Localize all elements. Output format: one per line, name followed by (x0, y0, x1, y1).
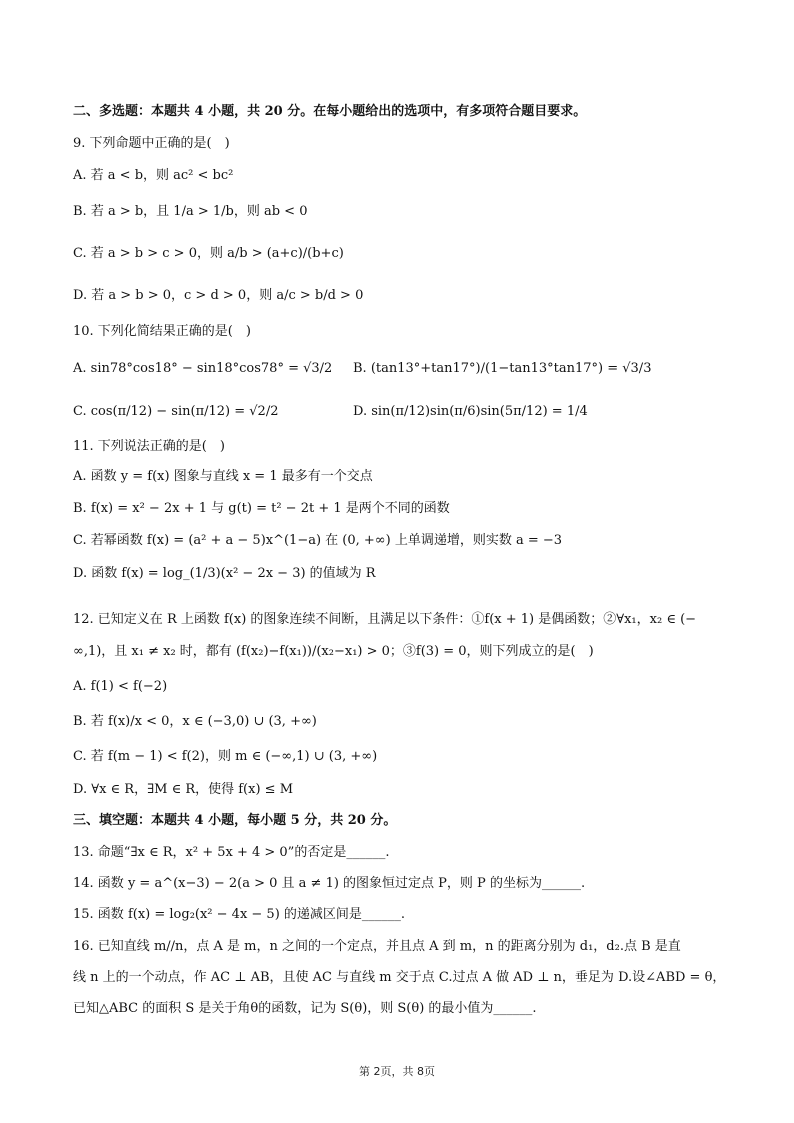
q9-option-d: D. 若 a > b > 0，c > d > 0，则 a/c > b/d > 0 (73, 288, 364, 303)
q16-line-2: 线 n 上的一个动点，作 AC ⊥ AB，且使 AC 与直线 m 交于点 C.过点 A 做 AD ⊥ n，垂足为 D.设∠ABD = θ， (73, 970, 726, 985)
page-footer: 第 2页，共 8页 (359, 1065, 435, 1078)
q10-option-b: B. (tan13°+tan17°)/(1−tan13°tan17°) = √3/3 (353, 361, 652, 376)
q12-option-a: A. f(1) < f(−2) (73, 679, 168, 694)
q16-line-3: 已知△ABC 的面积 S 是关于角θ的函数，记为 S(θ)，则 S(θ) 的最小值为______. (73, 1001, 537, 1016)
q9-option-a: A. 若 a < b，则 ac² < bc² (73, 168, 234, 183)
q12-option-d: D. ∀x ∈ R，∃M ∈ R，使得 f(x) ≤ M (73, 782, 294, 797)
q15-text: 15. 函数 f(x) = log₂(x² − 4x − 5) 的递减区间是______. (73, 907, 406, 922)
q14-text: 14. 函数 y = a^(x−3) − 2(a > 0 且 a ≠ 1) 的图象恒过定点 P，则 P 的坐标为______. (73, 876, 586, 891)
section-3-heading: 三、填空题：本题共 4 小题，每小题 5 分，共 20 分。 (73, 813, 397, 828)
q11-option-b: B. f(x) = x² − 2x + 1 与 g(t) = t² − 2t + 1 是两个不同的函数 (73, 501, 450, 516)
q11-option-c: C. 若幂函数 f(x) = (a² + a − 5)x^(1−a) 在 (0, +∞) 上单调递增，则实数 a = −3 (73, 533, 563, 548)
q11-stem: 11. 下列说法正确的是( ) (73, 439, 225, 454)
q10-stem: 10. 下列化简结果正确的是( ) (73, 324, 251, 339)
q9-option-b: B. 若 a > b，且 1/a > 1/b，则 ab < 0 (73, 204, 308, 219)
q16-line-1: 16. 已知直线 m//n，点 A 是 m，n 之间的一个定点，并且点 A 到 m，n 的距离分别为 d₁，d₂.点 B 是直 (73, 939, 681, 954)
q12-stem-line-1: 12. 已知定义在 R 上函数 f(x) 的图象连续不间断，且满足以下条件：①f(x + 1) 是偶函数；②∀x₁，x₂ ∈ (− (73, 612, 697, 627)
q10-option-c: C. cos(π/12) − sin(π/12) = √2/2 (73, 404, 279, 419)
q13-text: 13. 命题“∃x ∈ R，x² + 5x + 4 > 0”的否定是______. (73, 845, 390, 860)
q12-stem-line-2: ∞,1)，且 x₁ ≠ x₂ 时，都有 (f(x₂)−f(x₁))/(x₂−x₁) > 0；③f(3) = 0，则下列成立的是( ) (73, 644, 594, 659)
q11-option-d: D. 函数 f(x) = log_(1/3)(x² − 2x − 3) 的值域为 R (73, 566, 376, 581)
q11-option-a: A. 函数 y = f(x) 图象与直线 x = 1 最多有一个交点 (73, 469, 373, 484)
q10-option-a: A. sin78°cos18° − sin18°cos78° = √3/2 (73, 361, 333, 376)
q9-stem: 9. 下列命题中正确的是( ) (73, 136, 230, 151)
q12-option-b: B. 若 f(x)/x < 0，x ∈ (−3,0) ∪ (3, +∞) (73, 714, 317, 729)
q12-option-c: C. 若 f(m − 1) < f(2)，则 m ∈ (−∞,1) ∪ (3, +∞) (73, 749, 378, 764)
q10-option-d: D. sin(π/12)sin(π/6)sin(5π/12) = 1/4 (353, 404, 588, 419)
q9-option-c: C. 若 a > b > c > 0，则 a/b > (a+c)/(b+c) (73, 246, 344, 261)
section-2-heading: 二、多选题：本题共 4 小题，共 20 分。在每小题给出的选项中，有多项符合题目要求。 (73, 104, 587, 119)
